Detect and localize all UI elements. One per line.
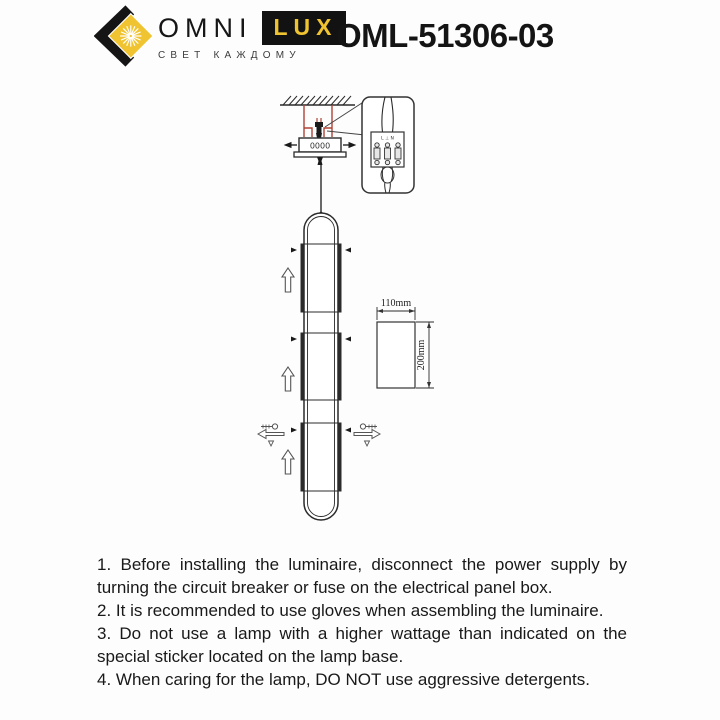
- terminal-screws: [374, 143, 401, 165]
- callout-pointer-lines: [325, 101, 365, 135]
- instruction-item-2: 2. It is recommended to use gloves when assembling the luminaire.: [97, 601, 604, 620]
- height-dimension-label: 200mm: [416, 339, 427, 371]
- canopy-holes-label: 0000: [309, 141, 331, 151]
- ceiling-hatching: [280, 96, 355, 105]
- screw-arrow-left: [258, 424, 284, 446]
- brand-word-lux: LUX: [262, 11, 346, 45]
- omnilux-logo-icon: [94, 5, 154, 67]
- instruction-item-3: 3. Do not use a lamp with a higher wattage than indicated on the special sticker located on the lamp base.: [97, 624, 627, 666]
- instruction-item-4: 4. When caring for the lamp, DO NOT use aggressive detergents.: [97, 670, 590, 689]
- cord-grip: [317, 157, 323, 165]
- shade-dimension-box: [377, 322, 415, 388]
- brand-word-omni: OMNI: [158, 12, 253, 43]
- pendant-frame: [304, 212, 338, 520]
- slide-up-arrow-3: [282, 450, 294, 474]
- brand-tagline: СВЕТ КАЖДОМУ: [158, 50, 301, 61]
- instruction-item-1: 1. Before installing the luminaire, disconnect the power supply by turning the circuit breaker or fuse on the electrical panel box.: [97, 555, 627, 597]
- screw-arrow-right: [354, 424, 380, 446]
- installation-diagram: [245, 85, 445, 555]
- terminal-connector: [315, 118, 323, 138]
- canopy: [285, 138, 355, 165]
- slide-up-arrow-1: [282, 268, 294, 292]
- wiring-callout: [362, 97, 414, 193]
- terminal-labels: L ⊥ N: [381, 136, 394, 142]
- width-dimension-label: 110mm: [380, 298, 412, 309]
- slide-up-arrow-2: [282, 367, 294, 391]
- instructions-list: [97, 553, 627, 691]
- dimension-figure: [377, 298, 434, 388]
- model-number: OML-51306-03: [336, 17, 554, 54]
- brand-text: [158, 11, 346, 61]
